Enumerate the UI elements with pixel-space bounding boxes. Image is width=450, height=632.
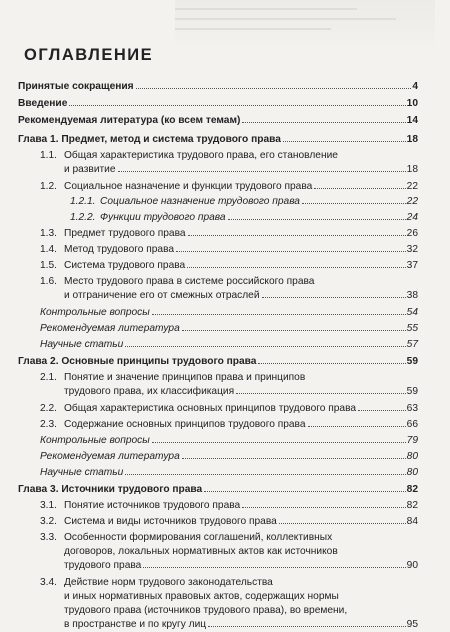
toc-label-cont: договоров, локальных нормативных актов как источников (64, 546, 338, 557)
toc-subsection-1-2-2[interactable] (70, 211, 418, 225)
page-title: ОГЛАВЛЕНИЕ (24, 46, 154, 64)
toc-section-3-3[interactable] (40, 531, 418, 573)
toc-page: 82 (406, 500, 418, 511)
toc-page: 82 (406, 484, 418, 495)
toc-page: 80 (406, 451, 418, 462)
toc-label-cont: и отграничение его от смежных отраслей (64, 290, 260, 301)
toc-page: 84 (406, 516, 418, 527)
toc-section-2-3[interactable] (40, 418, 418, 432)
section-number: 2.2. (40, 403, 57, 414)
toc-label: Рекомендуемая литература (40, 451, 180, 462)
toc-page: 4 (412, 81, 418, 92)
toc-label: Контрольные вопросы (40, 307, 150, 318)
toc-page: 10 (406, 98, 418, 109)
section-number: 3.4. (40, 577, 57, 588)
toc-chapter-2[interactable] (18, 355, 418, 369)
section-number: 1.2.1. (70, 196, 96, 207)
toc-label: Содержание основных принципов трудового права (64, 419, 306, 430)
toc-page: 32 (406, 244, 418, 255)
toc-label: Принятые сокращения (18, 81, 134, 92)
toc-page: 18 (406, 134, 418, 145)
toc-section-1-2[interactable] (40, 180, 418, 194)
toc-label: Научные статьи (40, 339, 124, 350)
toc-page: 95 (406, 619, 418, 630)
toc-label: Рекомендуемая литература (40, 323, 180, 334)
section-number: 1.1. (40, 150, 57, 161)
section-number: 3.3. (40, 532, 57, 543)
toc-page: 22 (406, 196, 418, 207)
toc-page: 26 (406, 228, 418, 239)
toc-page: 22 (406, 181, 418, 192)
toc-entry-intro[interactable] (18, 97, 418, 111)
toc-label: Понятие источников трудового права (64, 500, 241, 511)
toc-page: 24 (406, 212, 418, 223)
toc-label: Функции трудового права (100, 212, 226, 223)
toc-label-cont: трудового права, их классификация (64, 386, 235, 397)
toc-page: 59 (406, 356, 418, 367)
toc-subsection-1-2-1[interactable] (70, 195, 418, 209)
toc-ch1-articles[interactable] (40, 338, 418, 352)
toc-ch2-literature[interactable] (40, 450, 418, 464)
toc-entry-literature[interactable] (18, 114, 418, 128)
toc-entry-abbr[interactable] (18, 80, 418, 94)
toc-label: Система и виды источников трудового права (64, 516, 277, 527)
toc-label: Социальное назначение и функции трудового права (64, 181, 313, 192)
toc-page: 66 (406, 419, 418, 430)
toc-page: 90 (406, 560, 418, 571)
toc-label: Особенности формирования соглашений, коллективных (64, 532, 333, 543)
section-number: 1.4. (40, 244, 57, 255)
toc-section-2-2[interactable] (40, 402, 418, 416)
toc-page: 59 (406, 386, 418, 397)
toc-label: Введение (18, 98, 68, 109)
section-number: 2.1. (40, 372, 57, 383)
toc-label: Понятие и значение принципов права и принципов (64, 372, 306, 383)
toc-label: Глава 2. Основные принципы трудового права (18, 356, 257, 367)
toc-ch1-literature[interactable] (40, 322, 418, 336)
section-number: 1.6. (40, 276, 57, 287)
toc-page: 54 (406, 307, 418, 318)
toc-label: Метод трудового права (64, 244, 175, 255)
toc-label: Рекомендуемая литература (ко всем темам) (18, 115, 241, 126)
toc-label: Предмет трудового права (64, 228, 186, 239)
toc-label: Система трудового права (64, 260, 186, 271)
toc-page: 14 (406, 115, 418, 126)
toc-section-2-1[interactable] (40, 371, 418, 399)
toc-page: 55 (406, 323, 418, 334)
toc-section-3-2[interactable] (40, 515, 418, 529)
toc-label: Общая характеристика трудового права, его становление (64, 150, 338, 161)
toc-label: Глава 3. Источники трудового права (18, 484, 203, 495)
section-number: 1.2.2. (70, 212, 96, 223)
bleed-through-text (175, 0, 435, 50)
toc-page: 38 (406, 290, 418, 301)
toc-label-cont: и развитие (64, 164, 116, 175)
toc-label-cont: в пространстве и по кругу лиц (64, 619, 207, 630)
section-number: 1.3. (40, 228, 57, 239)
toc-label: Контрольные вопросы (40, 435, 150, 446)
section-number: 3.2. (40, 516, 57, 527)
toc-section-1-5[interactable] (40, 259, 418, 273)
toc-label-cont: трудового права (источников трудового права), во времени, (64, 605, 348, 616)
section-number: 1.2. (40, 181, 57, 192)
toc-section-1-6[interactable] (40, 275, 418, 303)
toc-page: 18 (406, 164, 418, 175)
toc-page: 57 (406, 339, 418, 350)
toc-page: 37 (406, 260, 418, 271)
toc-label: Общая характеристика основных принципов трудового права (64, 403, 357, 414)
section-number: 3.1. (40, 500, 57, 511)
toc-label: Место трудового права в системе российского права (64, 276, 315, 287)
section-number: 1.5. (40, 260, 57, 271)
toc-ch2-questions[interactable] (40, 434, 418, 448)
section-number: 2.3. (40, 419, 57, 430)
toc-ch2-articles[interactable] (40, 466, 418, 480)
toc-section-1-3[interactable] (40, 227, 418, 241)
toc-label-cont: и иных нормативных правовых актов, содержащих нормы (64, 591, 339, 602)
toc-label: Глава 1. Предмет, метод и система трудового права (18, 134, 281, 145)
toc-ch1-questions[interactable] (40, 306, 418, 320)
toc-label: Научные статьи (40, 467, 124, 478)
toc-label-cont: трудового права (64, 560, 142, 571)
toc-chapter-3[interactable] (18, 483, 418, 497)
toc-label: Социальное назначение трудового права (100, 196, 300, 207)
toc-page: 79 (406, 435, 418, 446)
toc-section-3-4[interactable] (40, 576, 418, 632)
toc-section-1-1[interactable] (40, 149, 418, 177)
toc-page: 63 (406, 403, 418, 414)
toc-page: 80 (406, 467, 418, 478)
toc-label: Действие норм трудового законодательства (64, 577, 273, 588)
toc-section-3-1[interactable] (40, 499, 418, 513)
toc-section-1-4[interactable] (40, 243, 418, 257)
toc-chapter-1[interactable] (18, 133, 418, 147)
